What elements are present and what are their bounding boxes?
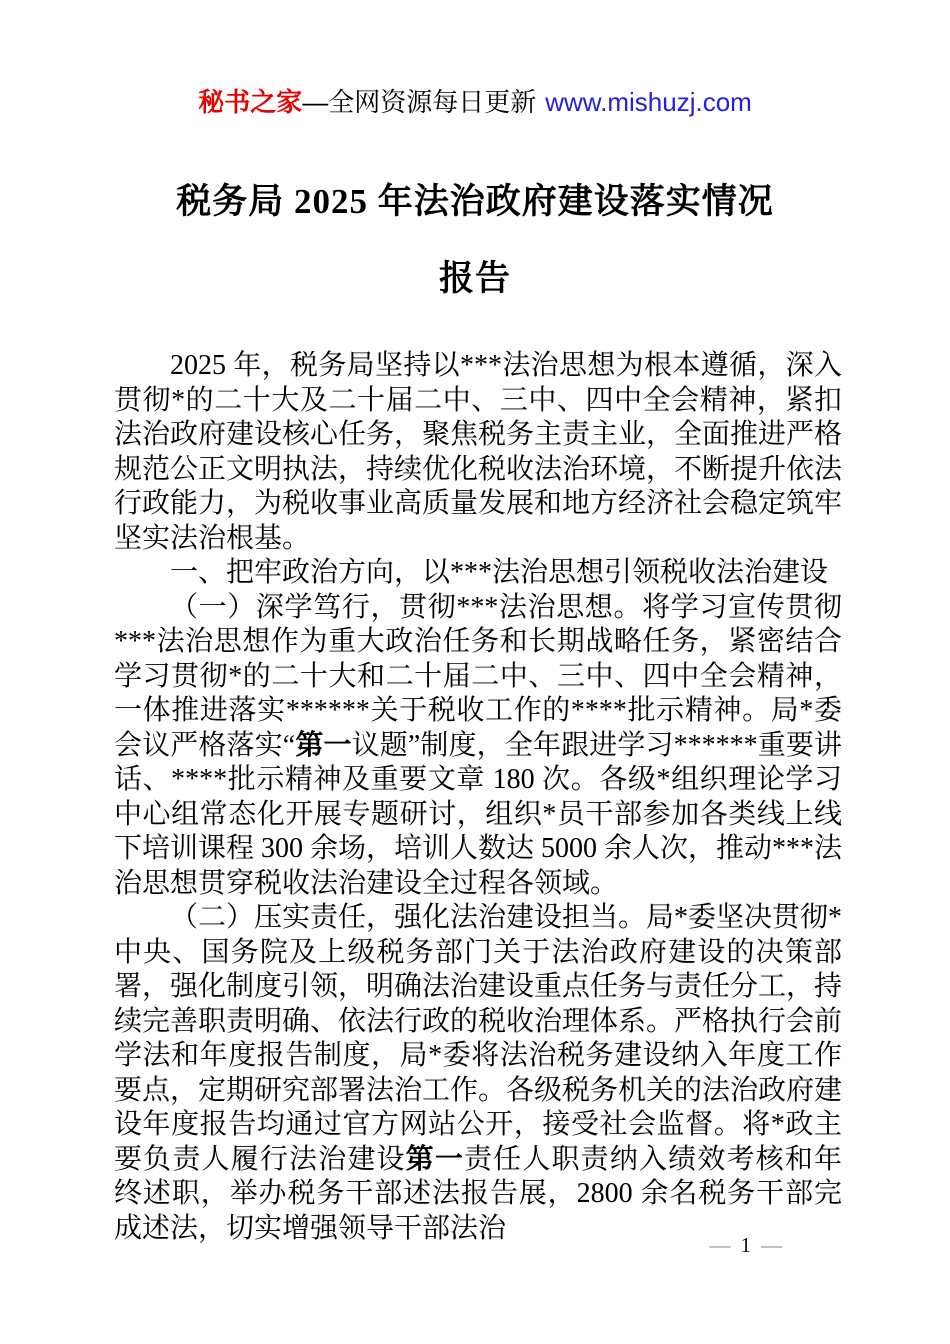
promo-header bbox=[0, 86, 950, 118]
text-run: 议题”制度，全年跟进学习******重要讲话、****批示精神及重要文章 180 次。各级*组织理论学习中心组常态化开展专题研讨，组织*员干部参加各类线上线下培训课程 300 余场，培训人数达 5000 余人次，推动***法治思想贯穿税收法治建设全过程各领域。 bbox=[114, 729, 843, 899]
page-number-left-dash: — bbox=[709, 1233, 731, 1257]
text-run: （一）深学笃行，贯彻***法治思想。将学习宣传贯彻***法治思想作为重大政治任务和长期战略任务，紧密结合学习贯彻*的二十大和二十届二中、三中、四中全会精神，一体推进落实******关于税收工作的****批示精神。局*委会议严格落实“ bbox=[114, 591, 842, 761]
text-run: 责任人职责纳入绩效考核和年终述职，举办税务干部述法报告展，2800 余名税务干部完成述法，切实增强领导干部法治 bbox=[114, 1143, 842, 1244]
bold-text-run: 第一 bbox=[295, 729, 352, 761]
section-heading bbox=[114, 556, 842, 591]
page-number-right-dash: — bbox=[761, 1233, 782, 1257]
title-line-2: 报告 bbox=[438, 259, 511, 298]
body-paragraph bbox=[114, 349, 842, 556]
body-paragraph bbox=[114, 901, 842, 1246]
website-link[interactable]: www.mishuzj.com bbox=[545, 87, 752, 117]
title-line-1: 税务局 2025 年法治政府建设落实情况 bbox=[176, 182, 774, 221]
document-title bbox=[0, 181, 950, 299]
text-run: 2025 年，税务局坚持以***法治思想为根本遵循，深入贯彻*的二十大及二十届二中、三中、四中全会精神，紧扣法治政府建设核心任务，聚焦税务主责主业，全面推进严格规范公正文明执法，持续优化税收法治环境，不断提升依法行政能力，为税收事业高质量发展和地方经济社会稳定筑牢坚实法治根基。 bbox=[114, 350, 843, 554]
promo-tagline: —全网资源每日更新 bbox=[302, 87, 537, 117]
page-number-value: 1 bbox=[740, 1233, 751, 1257]
brand-name: 秘书之家 bbox=[198, 87, 303, 117]
document-body bbox=[114, 349, 842, 1246]
bold-text-run: 第一 bbox=[405, 1143, 464, 1175]
text-run: （二）压实责任，强化法治建设担当。局*委坚决贯彻*中央、国务院及上级税务部门关于法治政府建设的决策部署，强化制度引领，明确法治建设重点任务与责任分工，持续完善职责明确、依法行政的税收治理体系。严格执行会前学法和年度报告制度，局*委将法治税务建设纳入年度工作要点，定期研究部署法治工作。各级税务机关的法治政府建设年度报告均通过官方网站公开，接受社会监督。将*政主要负责人履行法治建设 bbox=[114, 902, 843, 1175]
text-run: 一、把牢政治方向，以***法治思想引领税收法治建设 bbox=[170, 557, 829, 588]
page-number bbox=[710, 1233, 783, 1257]
body-paragraph bbox=[114, 591, 842, 902]
